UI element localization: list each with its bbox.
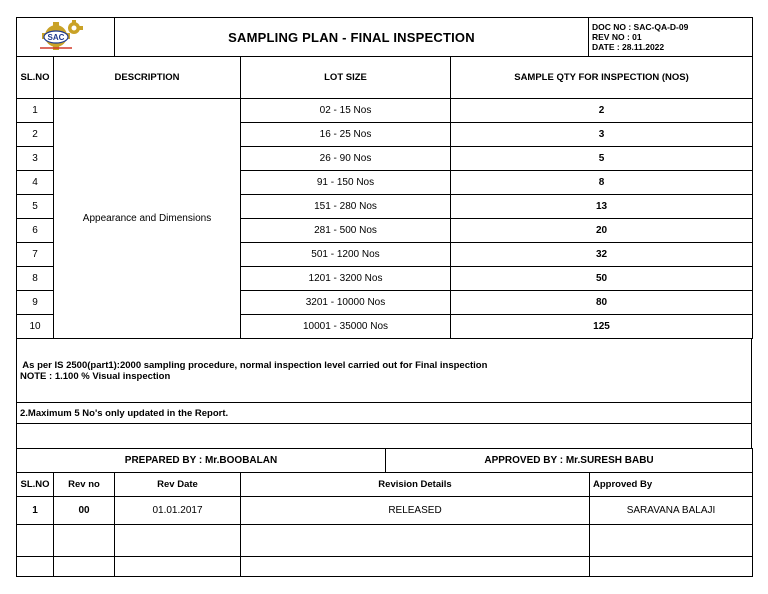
row-sample-qty: 3 [451,123,753,147]
rev-row-details: RELEASED [241,497,590,525]
row-lot-size: 91 - 150 Nos [241,171,451,195]
document-title: SAMPLING PLAN - FINAL INSPECTION [115,18,589,57]
notes-section [16,338,752,449]
row-slno: 5 [17,195,54,219]
empty-cell [54,557,115,577]
signoff-row [16,448,753,473]
col-header-description: DESCRIPTION [54,57,241,99]
row-sample-qty: 80 [451,291,753,315]
row-slno: 6 [17,219,54,243]
row-lot-size: 02 - 15 Nos [241,99,451,123]
row-sample-qty: 125 [451,315,753,339]
rev-row-date: 01.01.2017 [115,497,241,525]
empty-cell [241,525,590,557]
row-lot-size: 16 - 25 Nos [241,123,451,147]
col-header-sample-qty: SAMPLE QTY FOR INSPECTION (NOS) [451,57,753,99]
gear-logo-icon [26,20,106,52]
table-row [17,99,753,123]
description-cell: Appearance and Dimensions [54,99,241,339]
rev-row-slno: 1 [17,497,54,525]
sampling-plan-document [16,17,752,577]
row-slno: 4 [17,171,54,195]
rev-row-approved-by: SARAVANA BALAJI [590,497,753,525]
empty-cell [54,525,115,557]
rev-col-slno: SL.NO [17,473,54,497]
col-header-slno: SL.NO [17,57,54,99]
visual-inspection-note: NOTE : 1.100 % Visual inspection [20,370,171,382]
document-date: DATE : 28.11.2022 [592,42,665,52]
sampling-plan-table [16,56,753,339]
row-sample-qty: 32 [451,243,753,267]
empty-cell [115,557,241,577]
row-sample-qty: 2 [451,99,753,123]
row-sample-qty: 20 [451,219,753,243]
rev-col-details: Revision Details [241,473,590,497]
row-sample-qty: 13 [451,195,753,219]
row-lot-size: 10001 - 35000 Nos [241,315,451,339]
empty-cell [17,525,54,557]
doc-number: DOC NO : SAC-QA-D-09 [592,22,689,32]
row-lot-size: 281 - 500 Nos [241,219,451,243]
row-lot-size: 1201 - 3200 Nos [241,267,451,291]
rev-col-rev-no: Rev no [54,473,115,497]
notes-block [17,339,752,403]
empty-cell [590,557,753,577]
row-slno: 3 [17,147,54,171]
document-info [589,18,753,57]
row-lot-size: 26 - 90 Nos [241,147,451,171]
sampling-procedure-note: As per IS 2500(part1):2000 sampling procedure, normal inspection level carried out for Final inspection [20,359,488,371]
revision-history-table [16,472,753,577]
approved-by: APPROVED BY : Mr.SURESH BABU [386,449,753,473]
empty-cell [590,525,753,557]
rev-col-rev-date: Rev Date [115,473,241,497]
row-lot-size: 3201 - 10000 Nos [241,291,451,315]
empty-cell [17,557,54,577]
document-header [16,17,753,57]
rev-col-approved-by: Approved By [590,473,753,497]
table-row [17,525,753,557]
col-header-lot-size: LOT SIZE [241,57,451,99]
company-logo [17,18,115,57]
row-sample-qty: 8 [451,171,753,195]
row-slno: 1 [17,99,54,123]
row-slno: 7 [17,243,54,267]
row-slno: 9 [17,291,54,315]
empty-cell [241,557,590,577]
row-sample-qty: 50 [451,267,753,291]
logo-text: SAC [47,32,64,42]
revision-number: REV NO : 01 [592,32,642,42]
row-lot-size: 501 - 1200 Nos [241,243,451,267]
row-slno: 8 [17,267,54,291]
rev-row-rev-no: 00 [54,497,115,525]
row-slno: 2 [17,123,54,147]
row-slno: 10 [17,315,54,339]
report-limit-note: 2.Maximum 5 No's only updated in the Report. [17,403,752,424]
table-row [17,497,753,525]
prepared-by: PREPARED BY : Mr.BOOBALAN [17,449,386,473]
row-sample-qty: 5 [451,147,753,171]
row-lot-size: 151 - 280 Nos [241,195,451,219]
table-row [17,557,753,577]
empty-cell [115,525,241,557]
blank-row [17,424,752,449]
